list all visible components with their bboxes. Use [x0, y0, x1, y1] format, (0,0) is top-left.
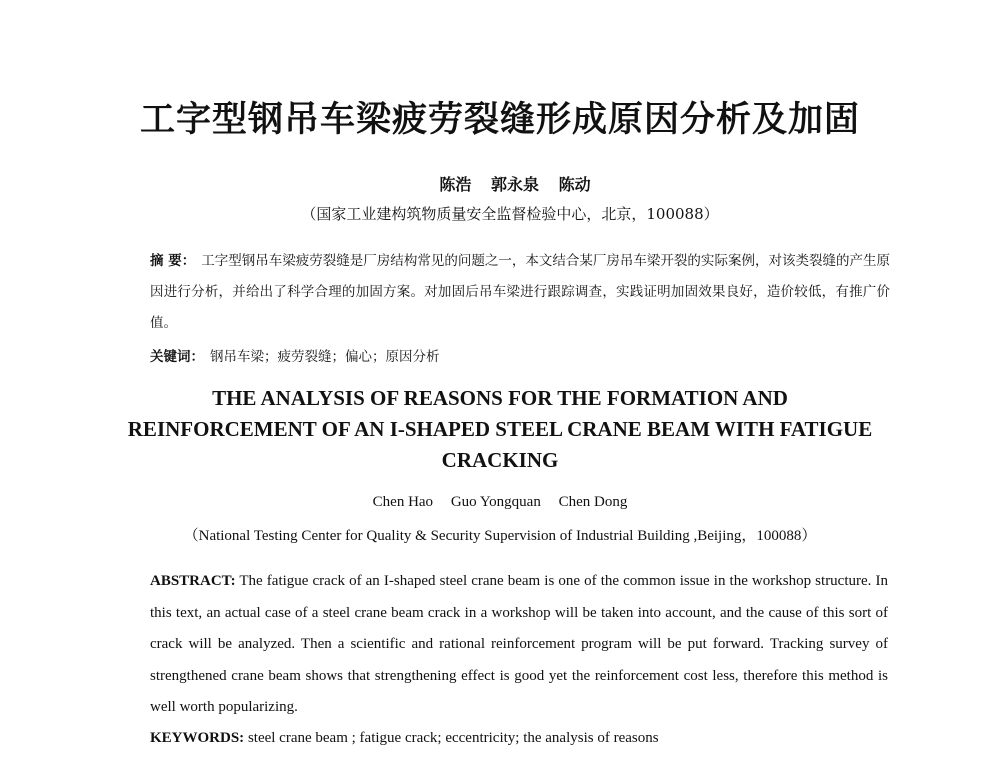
english-author: Guo Yongquan [450, 494, 541, 510]
chinese-abstract-label: 摘 要： [150, 253, 196, 269]
chinese-keywords-text: 钢吊车梁；疲劳裂缝；偏心；原因分析 [210, 349, 440, 365]
english-title-line: REINFORCEMENT OF AN I-SHAPED STEEL CRANE BEAM WITH FATIGUE [127, 417, 873, 441]
english-affiliation: （National Testing Center for Quality & Security Supervision of Industrial Building ,Beijing，100088） [183, 528, 817, 544]
chinese-affiliation: （国家工业建构筑物质量安全监督检验中心，北京，100088） [301, 205, 719, 223]
english-author: Chen Dong [558, 494, 628, 510]
chinese-abstract-text: 工字型钢吊车梁疲劳裂缝是厂房结构常见的问题之一，本文结合某厂房吊车梁开裂的实际案例，对该类裂缝的产生原因进行分析，并给出了科学合理的加固方案。对加固后吊车梁进行跟踪调查，实践证明加固效果良好，造价较低，有推广价值。 [150, 253, 891, 331]
chinese-title: 工字型钢吊车梁疲劳裂缝形成原因分析及加固 [139, 100, 860, 140]
chinese-abstract [150, 246, 890, 339]
chinese-keywords [150, 345, 440, 365]
english-title [0, 383, 1000, 476]
english-title-line: THE ANALYSIS OF REASONS FOR THE FORMATION AND [212, 386, 788, 410]
english-keywords-label: KEYWORDS: [150, 730, 245, 746]
chinese-authors: 陈浩 郭永泉 陈动 [439, 175, 591, 194]
english-abstract [150, 566, 888, 724]
english-authors [0, 494, 1000, 511]
english-abstract-text: The fatigue crack of an I-shaped steel crane beam is one of the common issue in the workshop structure. In this text, an actual case of a steel crane beam crack in a workshop will be taken into account, and the cause of this sort of crack will be analyzed. Then a scientific and rational reinforcement program will be put forward. Tracking survey of strengthened crane beam shows that strengthening effect is good yet the reinforcement cost less, therefore this method is well worth popularizing. [150, 573, 888, 715]
english-author: Chen Hao [372, 494, 434, 510]
english-keywords [150, 730, 659, 747]
english-abstract-label: ABSTRACT: [150, 573, 236, 589]
english-title-line: CRACKING [441, 448, 559, 472]
chinese-keywords-label: 关键词： [150, 349, 204, 365]
english-keywords-text: steel crane beam ; fatigue crack; eccentricity; the analysis of reasons [247, 730, 659, 746]
